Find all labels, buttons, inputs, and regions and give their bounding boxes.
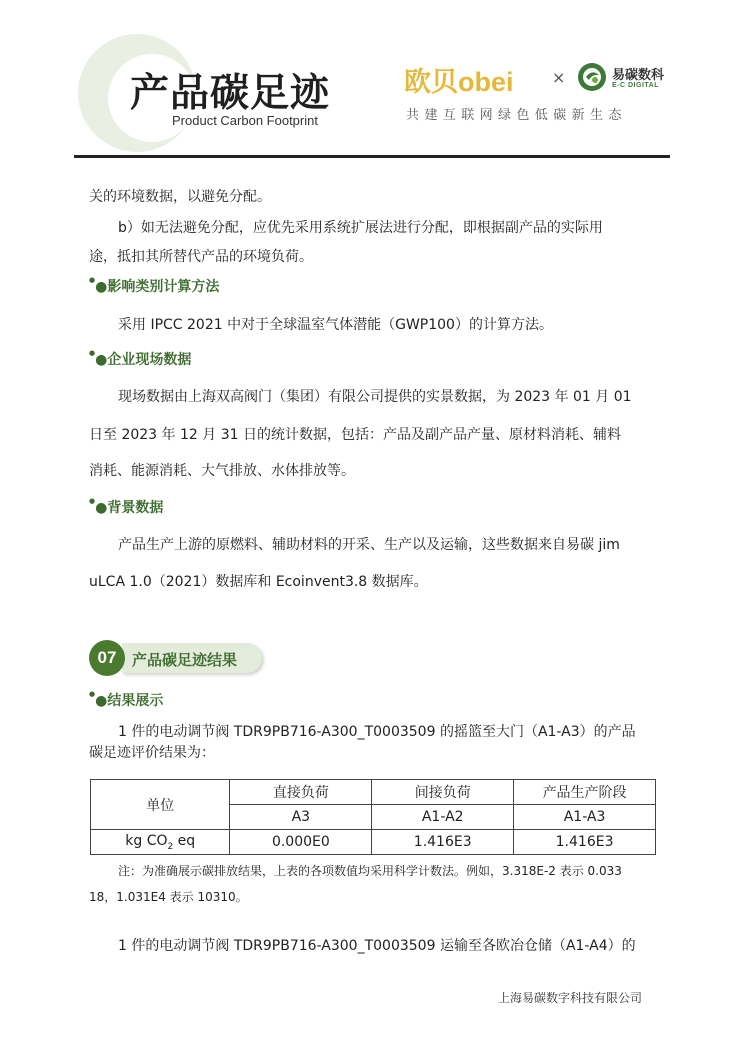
paragraph-line: 产品生产上游的原燃料、辅助材料的开采、生产以及运输，这些数据来自易碳 jim — [118, 537, 620, 553]
paragraph-line: 1 件的电动调节阀 TDR9PB716-A300_T0003509 运输至各欧冶仓储（A1-A4）的 — [118, 938, 636, 954]
table-row-unit: kg $CO_2$ eq — [91, 830, 230, 855]
table-note: 注：为准确展示碳排放结果，上表的各项数值均采用科学计数法。例如，3.318E-2 表示 0.033 — [118, 864, 622, 878]
table-header-indirect: 间接负荷 — [372, 780, 514, 805]
subheading-background-data: ●●背景数据 — [89, 497, 164, 516]
table-header-direct: 直接负荷 — [230, 780, 372, 805]
ec-digital-name: 易碳数科 — [612, 68, 665, 83]
bullet-icon: ● — [89, 497, 96, 505]
obei-logo: 欧贝obei — [404, 67, 514, 97]
brand-separator: × — [552, 68, 566, 87]
bullet-icon: ● — [89, 349, 96, 357]
ec-digital-name-en: E-C DIGITAL — [612, 82, 659, 89]
section-title: 产品碳足迹结果 — [132, 651, 238, 669]
paragraph-line: 日至 2023 年 12 月 31 日的统计数据，包括：产品及副产品产量、原材料消耗、辅料 — [89, 427, 621, 443]
subheading-site-data: ●●企业现场数据 — [89, 349, 192, 368]
table-value-production: 1.416E3 — [514, 830, 656, 855]
table-stage-direct: A3 — [230, 805, 372, 830]
paragraph-line: 碳足迹评价结果为： — [89, 745, 215, 761]
bullet-icon: ● — [89, 690, 96, 698]
table-stage-production: A1-A3 — [514, 805, 656, 830]
table-note: 18，1.031E4 表示 10310。 — [89, 890, 248, 904]
subheading-results: ●●结果展示 — [89, 690, 164, 709]
bullet-icon: ● — [89, 276, 96, 284]
footer-company: 上海易碳数字科技有限公司 — [498, 991, 643, 1005]
ec-digital-logo-icon — [577, 62, 607, 92]
paragraph-line: 关的环境数据，以避免分配。 — [89, 189, 271, 205]
table-value-indirect: 1.416E3 — [372, 830, 514, 855]
table-header-production: 产品生产阶段 — [514, 780, 656, 805]
section-number: 07 — [89, 640, 125, 676]
page-title: 产品碳足迹 — [130, 71, 331, 116]
paragraph-line: 途，抵扣其所替代产品的环境负荷。 — [89, 249, 313, 265]
header-rule — [74, 155, 670, 158]
table-value-direct: 0.000E0 — [230, 830, 372, 855]
paragraph-line: 消耗、能源消耗、大气排放、水体排放等。 — [89, 463, 355, 479]
paragraph-line: 采用 IPCC 2021 中对于全球温室气体潜能（GWP100）的计算方法。 — [118, 317, 553, 333]
paragraph-line: 1 件的电动调节阀 TDR9PB716-A300_T0003509 的摇篮至大门（A1-A3）的产品 — [118, 724, 636, 740]
table-header-unit: 单位 — [91, 780, 230, 830]
subheading-impact-method: ●●影响类别计算方法 — [89, 276, 220, 295]
paragraph-line: uLCA 1.0（2021）数据库和 Ecoinvent3.8 数据库。 — [89, 574, 428, 590]
results-table — [90, 779, 656, 855]
table-stage-indirect: A1-A2 — [372, 805, 514, 830]
page-subtitle: Product Carbon Footprint — [172, 113, 318, 128]
paragraph-line: 现场数据由上海双高阀门（集团）有限公司提供的实景数据，为 2023 年 01 月 01 — [118, 389, 632, 405]
header-slogan: 共建互联网绿色低碳新生态 — [406, 108, 627, 123]
paragraph-line: b）如无法避免分配，应优先采用系统扩展法进行分配，即根据副产品的实际用 — [118, 220, 603, 236]
